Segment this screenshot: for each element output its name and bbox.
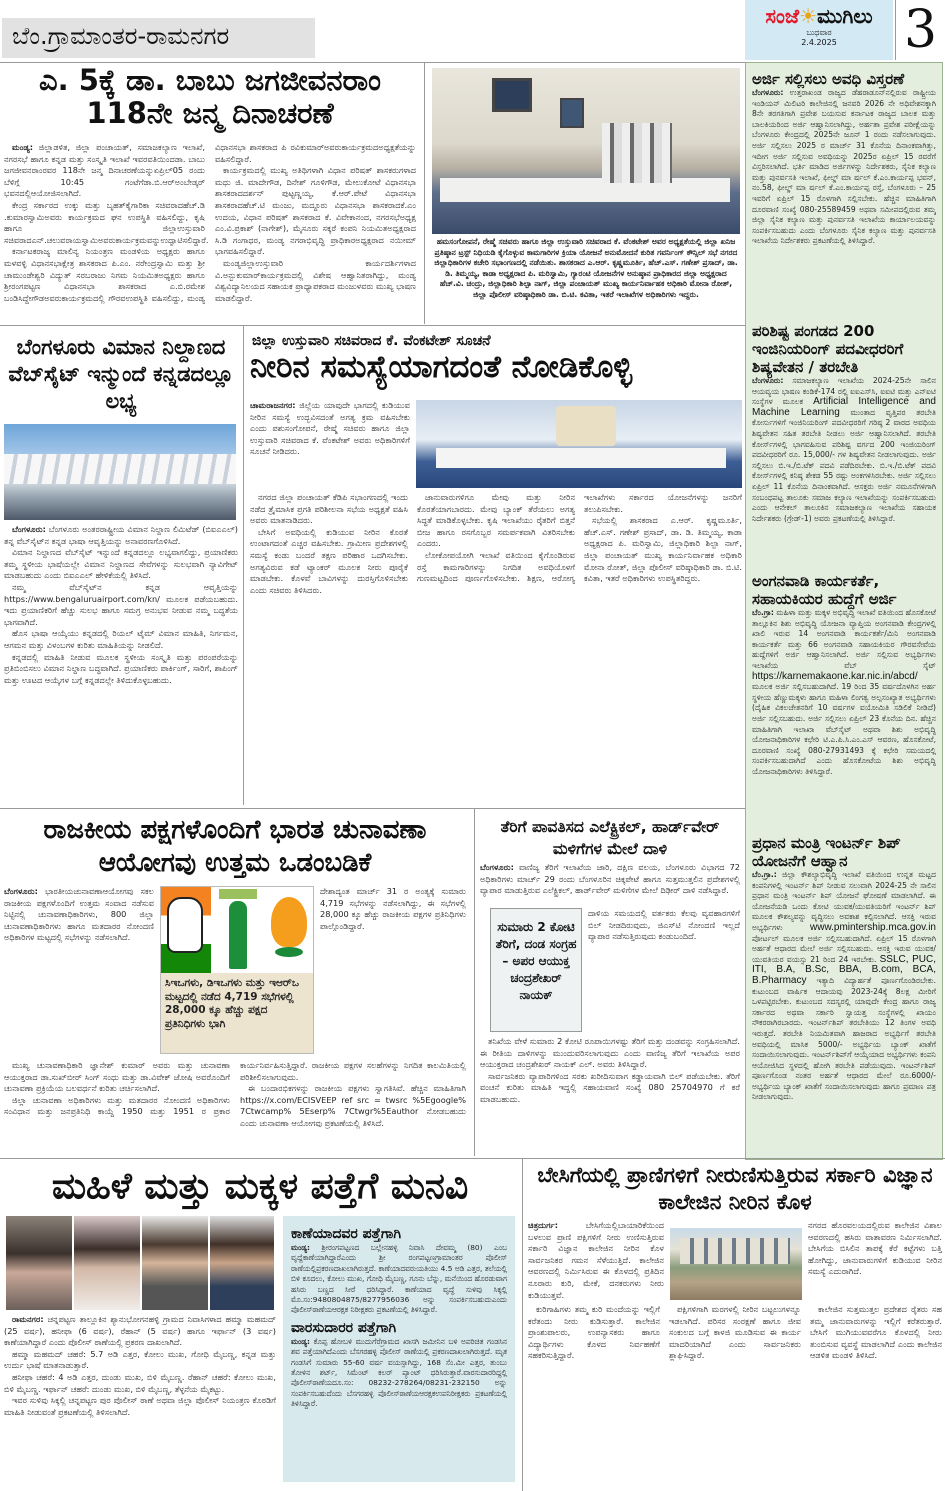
missing-notice-box (283, 1216, 515, 1482)
logo-text (745, 4, 893, 28)
paragraph-text: ಸಾರ್ವಜನಿಕರು ವ್ಯಾಪಾರಿಗಳಿಂದ ಸರಕು ಖರೀದಿಸುವಾಗ ಕಡ್ಡಾಯವಾಗಿ ಬಿಲ್ ಪಡೆಯಬೇಕು. ತೆರಿಗೆ ವಂಚನೆ ಕುರಿತು ಮಾಹಿತಿ ಇದ್ದಲ್ಲಿ ಸಹಾಯವಾಣಿ ಸಂಖ್ಯೆ 080 25704970 ಗೆ ಕರೆ ಮಾಡಬಹುದು. (480, 1070, 740, 1104)
party-symbols-graphic (160, 886, 314, 1054)
notice-body (752, 608, 936, 778)
paragraph (4, 1349, 276, 1372)
article-electrical-side: ದಾಳಿಯ ಸಮಯದಲ್ಲಿ ವರ್ತಕರು ಕೆಲವು ವ್ಯವಹಾರಗಳಿಗೆ ಬಿಲ್ ನೀಡದಿರುವುದು, ಜಿಎಸ್‌ಟಿ ನೋಂದಣಿ ಇಲ್ಲದೆ ವ್ಯಾಪಾರ ನಡೆಸುತ್ತಿರುವುದು ಕಂಡುಬಂದಿದೆ. (588, 908, 740, 942)
anganwadi-link[interactable]: https://karnemakaone.kar.nic.in/abcd/ (752, 670, 918, 682)
paragraph-text: ನಮ್ಮ ವೆಬ್‌ಸೈಟ್‌ನ ಕನ್ನಡ ಆವೃತ್ತಿಯನ್ನು https://www.bengaluruairport.com/kn/ ಮೂಲಕ ಪಡೆಯಬಹುದು. ಇದು ಪ್ರಯಾಣಿಕರಿಗೆ ಹೆಚ್ಚು ಸುಲಭ ಹಾಗೂ ಸಮಗ್ರ ಅನುಭವ ನೀಡುವ ನಮ್ಮ ಬದ್ಧತೆಯ ಭಾಗವಾಗಿದೆ. (4, 581, 238, 627)
divider (474, 808, 475, 1156)
sidebar-notices (745, 62, 943, 1160)
paragraph (240, 1083, 466, 1129)
article-electrical-lead (480, 862, 740, 906)
paragraph-text: ಈ ಬಂದಾರಭಿಕಗಳನ್ನು ರಾಜಕೀಯ ಪಕ್ಷಗಳು ಸ್ವಾಗತಿಸಿವೆ. ಹೆಚ್ಚಿನ ಮಾಹಿತಿಗಾಗಿ https://x.com/ECISVEEP ref src = twsrc %5Egoogle% 7Ctwcamp% 5Eserp% 7Ctwgr%5Eauthor ನೋಡಬಹುದು ಎಂದು ಚುನಾವಣಾ ಆಯೋಗವು ಪ್ರಕಟಣೆಯಲ್ಲಿ ತಿಳಿಸಿದೆ. (240, 1083, 466, 1128)
review-meeting-photo (416, 400, 742, 488)
paragraph-text: ಜಿಲ್ಲೆಯ ಯಾವುದೇ ಭಾಗದಲ್ಲಿ ಕುಡಿಯುವ ನೀರಿನ ಸಮಸ್ಯೆ ಉದ್ಭವಿಸದಂತೆ ಅಗತ್ಯ ಕ್ರಮ ವಹಿಸಬೇಕು ಎಂದು ಪಶುಸಂಗೋಪನೆ, ರೇಷ್ಮೆ ಸಚಿವರು ಹಾಗೂ ಜಿಲ್ಲಾ ಉಸ್ತುವಾರಿ ಸಚಿವರಾದ ಕೆ. ವೆಂಕಟೇಶ್ ಅವರು ಅಧಿಕಾರಿಗಳಿಗೆ ಸೂಚನೆ ನೀಡಿದರು. (250, 400, 410, 457)
paragraph (4, 1314, 276, 1349)
issue-day: ಬುಧವಾರ (806, 28, 832, 37)
notice-body (752, 88, 936, 247)
paragraph-text: ಮುಖ್ಯ ಚುನಾವಣಾಧಿಕಾರಿ ಜ್ಞಾನೇಶ್ ಕುಮಾರ್ ಅವರು ಮತ್ತು ಚುನಾವಣಾ ಆಯುಕ್ತರಾದ ಡಾ.ಸುಖ್‌ಬೀರ್ ಸಿಂಗ್ ಸಂಧು ಮತ್ತು ಡಾ.ವಿವೇಕ್ ಜೋಷಿ ಅವರೊಂದಿಗೆ ಚುನಾವಣಾ ಪ್ರಕ್ರಿಯೆಯ ಬಲವರ್ಧನೆ ಕುರಿತು ಚರ್ಚಿಸಲಾಗಿದೆ. (4, 1060, 230, 1094)
box-text-heirs (291, 1337, 507, 1410)
paragraph-text: ನಗರದ ಜಿಲ್ಲಾ ಪಂಚಾಯತ್ ಕೆಡಿಪಿ ಸಭಾಂಗಣದಲ್ಲಿ ಇಂದು ನಡೆದ ತ್ರೈಮಾಸಿಕ ಪ್ರಗತಿ ಪರಿಶೀಲನಾ ಸಭೆಯ ಅಧ್ಯಕ್ಷತೆ ವಹಿಸಿ ಅವರು ಮಾತನಾಡಿದರು. (250, 492, 408, 526)
paragraph (4, 199, 209, 246)
divider (522, 1158, 523, 1491)
paragraph (480, 1036, 740, 1071)
meeting-photo-caption: ಹಮಸಂಗೋಪನೆ, ರೇಷ್ಮೆ ಸಚಿವರು ಹಾಗೂ ಜಿಲ್ಲಾ ಉಸ್ತುವಾರಿ ಸಚಿವರಾದ ಕೆ. ವೆಂಕಟೇಶ್ ಅವರ ಅಧ್ಯಕ್ಷತೆಯಲ್ಲಿ ಜಿಲ್ಲಾ ಖನಿಜ ಪ್ರತಿಷ್ಠಾನ ಟ್ರಸ್ಟ್ ನಿಧಿಯಡಿ ಕೈಗೊಳ್ಳುವ ಕಾಮಗಾರಿಗಳ ಕ್ರಿಯಾ ಯೋಜನೆ ಅನುಮೋದನೆ ಕುರಿತ ಗವರ್ನಿಂಗ್ ಕೌನ್ಸಿಲ್ ಸಭೆ ನಗರದ ಜಿಲ್ಲಾಧಿಕಾರಿಗಳ ಕಚೇರಿ ಸಭಾಂಗಣದಲ್ಲಿ ನಡೆಯಿತು. ಶಾಸಕರಾದ ಎ.ಆರ್. ಕೃಷ್ಣಮೂರ್ತಿ, ಹೆಚ್.ಎಸ್. ಗಣೇಶ್ ಪ್ರಸಾದ್, ಡಾ. ಡಿ. ತಿಮ್ಮಯ್ಯ, ಕಾಡಾ ಅಧ್ಯಕ್ಷರಾದ ಪಿ. ಮರಿಸ್ವಾಮಿ, ಗ್ಯಾರಂಟಿ ಯೋಜನೆಗಳ ಅನುಷ್ಠಾನ ಪ್ರಾಧಿಕಾರದ ಜಿಲ್ಲಾ ಅಧ್ಯಕ್ಷರಾದ ಹೆಚ್.ವಿ. ಚಂದ್ರು, ಜಿಲ್ಲಾಧಿಕಾರಿ ಶಿಲ್ಪಾ ನಾಗ್, ಜಿಲ್ಲಾ ಪಂಚಾಯತ್ ಮುಖ್ಯ ಕಾರ್ಯನಿರ್ವಾಹಕ ಅಧಿಕಾರಿ ಮೋನಾ ರೋತ್, ಜಿಲ್ಲಾ ಪೊಲೀಸ್ ವರಿಷ್ಠಾಧಿಕಾರಿ ಡಾ. ಬಿ.ಟಿ. ಕವಿತಾ, ಇತರೆ ಇಲಾಖೆಗಳ ಅಧಿಕಾರಿಗಳು ಇದ್ದರು. (434, 237, 738, 299)
paragraph-text: ಇವರ ಸುಳಿವು ಸಿಕ್ಕಲ್ಲಿ ಚನ್ನಪಟ್ಟಣ ಪುರ ಪೊಲೀಸ್ ಠಾಣೆ ಅಥವಾ ಜಿಲ್ಲಾ ಪೊಲೀಸ್ ನಿಯಂತ್ರಣ ಕೊಠಡಿಗೆ ಮಾಹಿತಿ ನೀಡುವಂತೆ ಪ್ರಕಟಣೆಯಲ್ಲಿ ತಿಳಿಸಲಾಗಿದೆ. (4, 1395, 276, 1417)
paragraph-text: ಬೇಸಿಗೆ ಅವಧಿಯಲ್ಲಿ ಕುಡಿಯುವ ನೀರಿನ ಕೊರತೆ ಉಂಟಾಗದಂತೆ ಎಚ್ಚರ ವಹಿಸಬೇಕು. ಗ್ರಾಮೀಣ ಪ್ರದೇಶಗಳಲ್ಲಿ ಸಮಸ್ಯೆ ಕಂಡು ಬಂದರೆ ತಕ್ಷಣ ಪರಿಹಾರ ಒದಗಿಸಬೇಕು. ಅಗತ್ಯವಿರುವ ಕಡೆ ಟ್ಯಾಂಕರ್ ಮೂಲಕ ನೀರು ಪೂರೈಕೆ ಮಾಡಬೇಕು. ಕೊಳವೆ ಬಾವಿಗಳನ್ನು ದುರಸ್ತಿಗೊಳಿಸಬೇಕು ಎಂದು ಸಚಿವರು ತಿಳಿಸಿದರು. (250, 526, 408, 595)
paragraph-text: ಪಕ್ಷಿಗಳಿಗಾಗಿ ಮರಗಳಲ್ಲಿ ನೀರಿನ ಬಟ್ಟಲುಗಳನ್ನೂ ಇಡಲಾಗಿದೆ. ಪರಿಸರ ಸಂರಕ್ಷಣೆ ಹಾಗೂ ಜೀವ ಸಂಕುಲದ ಬಗ್ಗೆ ಕಾಳಜಿ ಮೂಡಿಸುವ ಈ ಕಾರ್ಯ ಮಾದರಿಯಾಗಿದೆ ಎಂದು ಸಾರ್ವಜನಿಕರು ಶ್ಲಾಘಿಸಿದ್ದಾರೆ. (669, 1304, 801, 1361)
divider (243, 325, 244, 805)
banner (556, 406, 616, 446)
headline-college: ಬೇಸಿಗೆಯಲ್ಲಿ ಪ್ರಾಣಿಗಳಿಗೆ ನೀರುಣಿಸುತ್ತಿರುವ ಸರ್ಕಾರಿ ವಿಜ್ಞಾನ ಕಾಲೇಜಿನ ನೀರಿನ ಕೊಳ (537, 1163, 933, 1214)
article-election-lead (4, 886, 154, 1056)
headline-election: ರಾಜಕೀಯ ಪಕ್ಷಗಳೊಂದಿಗೆ ಭಾರತ ಚುನಾವಣಾ ಆಯೋಗವು ಉತ್ತಮ ಒಡಂಬಡಿಕೆ (43, 815, 427, 878)
paragraph (480, 1071, 740, 1106)
notice-engineering-stipend (752, 319, 936, 569)
headline-electrical: ತೆರಿಗೆ ಪಾವತಿಸದ ಎಲೆಕ್ಟ್ರಿಕಲ್, ಹಾರ್ಡ್‌ವೇರ್ ಮಳಿಗೆಗಳ ಮೇಲೆ ದಾಳಿ (500, 818, 720, 858)
notice-pm-internship (752, 831, 936, 1151)
notice-headline: ಅರ್ಜಿ ಸಲ್ಲಿಸಲು ಅವಧಿ ವಿಸ್ತರಣೆ (752, 70, 905, 88)
eligible-degrees: SSLC, PUC, ITI, B.A, B.Sc, BBA, B.com, BCA, B.Pharmacy (752, 953, 936, 986)
paragraph-text: ಕೇಂದ್ರ ಸರ್ಕಾರದ ಉಕ್ಕು ಮತ್ತು ಬೃಹತ್‌ಕೈಗಾರಿಕಾ ಸಚಿವರಾದಹೆಚ್.ಡಿ .ಕುಮಾರಸ್ವಾಮಿಅವರು ಕಾರ್ಯಕ್ರಮದ ಘನ ಉಪಸ್ಥಿತಿ ವಹಿಸಲಿದ್ದು, ಕೃಷಿ ಹಾಗೂ ಜಿಲ್ಲಾಉಸ್ತುವಾರಿ ಸಚಿವರಾದಎನ್.ಚಲುವರಾಯಸ್ವಾಮಿಅವರುಕಾರ್ಯಕ್ರಮವನ್ನುಉದ್ಘಾಟಿಸಲಿದ್ದಾರೆ. (4, 199, 209, 245)
notice-text: ಪೋರ್ಟಲ್ ಮೂಲಕ ಅರ್ಜಿ ಸಲ್ಲಿಸಬಹುದಾಗಿದೆ. ಏಪ್ರಿಲ್ 15 ರೊಳಗಾಗಿ ಅರ್ಹತೆ ಆಧಾರದ ಮೇಲೆ ಅರ್ಜಿ ಸಲ್ಲಿಸಬಹುದು. ಆಸಕ್ತಿ ಇರುವ ಯುವಕ/ಯುವತಿಯರ ವಯಸ್ಸು 21 ರಿಂದ 24 ಇರಬೇಕು. (752, 933, 936, 964)
article-missing-body (4, 1314, 276, 1488)
hand-symbol-icon (161, 887, 211, 973)
masthead-logo (745, 0, 893, 60)
photo-woman (6, 1216, 72, 1310)
airport-photo (4, 424, 236, 520)
people-standing (602, 123, 672, 183)
divider (0, 325, 745, 326)
notice-headline: ಪ್ರಧಾನ ಮಂತ್ರಿ ಇಂಟರ್ನ್ ಶಿಪ್ ಯೋಜನೆಗೆ ಆಹ್ವಾನ (752, 834, 901, 870)
paragraph-text: ಹಮ್ಮಾ ಮಹಮದ್ ಚಹರೆ: 5.7 ಅಡಿ ಎತ್ತರ, ಕೋಲು ಮುಖ, ಗೋಧಿ ಮೈಬಣ್ಣ, ಕನ್ನಡ ಮತ್ತು ಉರ್ದು ಭಾಷೆ ಮಾತನಾಡುತ್ತಾರೆ. (4, 1348, 276, 1371)
paragraph-text: ಲೋಕೋಪಯೋಗಿ ಇಲಾಖೆ ವತಿಯಿಂದ ಕೈಗೊಂಡಿರುವ ರಸ್ತೆ ಕಾಮಗಾರಿಗಳನ್ನು ನಿಗದಿತ ಅವಧಿಯೊಳಗೆ ಗುಣಮಟ್ಟದಿಂದ ಪೂರ್ಣಗೊಳಿಸಬೇಕು. ಶಿಕ್ಷಣ, ಆರೋಗ್ಯ ಇಲಾಖೆಗಳು ಸರ್ಕಾರದ ಯೋಜನೆಗಳನ್ನು ಜನರಿಗೆ ತಲುಪಿಸಬೇಕು. (417, 492, 742, 584)
headline-airport: ಬೆಂಗಳೂರು ವಿಮಾನ ನಿಲ್ದಾಣದ ವೆಬ್‌ಸೈಟ್ ಇನ್ಮುಂದೆ ಕನ್ನಡದಲ್ಲೂ ಲಭ್ಯ (8, 335, 234, 413)
lotus-symbol-icon (265, 887, 313, 973)
missing-persons-photos (6, 1216, 274, 1310)
notice-military-college (752, 67, 936, 319)
dateline: ಮಂಡ್ಯ: (291, 1336, 310, 1346)
logo-part-1: ಸಂಜೆ (765, 4, 800, 28)
paragraph (4, 1395, 276, 1418)
paragraph (250, 492, 408, 527)
paragraph (4, 582, 238, 628)
article-college-body (528, 1304, 942, 1488)
notice-text: ಸಮಾಜಕಲ್ಯಾಣ ಇಲಾಖೆಯ 2024-25ನೇ ಸಾಲಿನ ಆಯವ್ಯಯ ಭಾಷಣ ಕಂಡಿಕೆ-174 ರಲ್ಲಿ ಐಐಎಸ್‌ಸಿ, ಐಐಟಿ ಮತ್ತು ಎನ್‌ಐಟಿ ಸಂಸ್ಥೆಗಳ ಮೂಲಕ (752, 376, 936, 407)
notice-text: ಶ್ರೀರಂಗಪಟ್ಟಣದ ಬಲ್ಲೇನಹಳ್ಳಿ ನಿವಾಸಿ ದೇವಮ್ಮ (80) ಎಂಬ ವೃದ್ದೆಕಾಣೆಯಾಗಿದ್ದಾರೆಎಂದು ಶ್ರೀ ರಂಗಪಟ್ಟಣಗ್ರಾಮಾಂತರ ಪೊಲೀಸ್ ಠಾಣೆಯಲ್ಲಿಪ್ರಕರಣದಾಖಲಾಗಿರುತ್ತದೆ. ಕಾಣೆಯಾದವರುಯತಿಯು 4.5 ಅಡಿ ಎತ್ತರ, ತಲೆಯಲ್ಲಿ ಬಿಳಿ ಕೂದಲು, ಕೋಲು ಮುಖ, ಗೋಧಿ ಮೈಬಣ್ಣ, ಗೂನು ಬೆನ್ನು, ಮನೆಯಿಂದ ಹೊರಡುವಾಗ ಹಸಿರು ಬಣ್ಣದ ಸೀರೆ ಧರಿಸಿದ್ದಾರೆ. ಕಾಣೆಯಾದ ವೃದ್ಧೆ ಸುಳಿವು ಸಿಕ್ಕಲ್ಲಿ ಮೊ.ಸಂ:9480804875/8277956036 ಅನ್ನು ಸಂಪರ್ಕಿಸಬಹುದುಎಂದು ಪೊಲೀಸ್‌ಠಾಣೆಯಆರಕ್ಷಕ ನಿರೀಕ್ಷಕರು ಪ್ರಕಟಣೆಯಲ್ಲಿ ತಿಳಿಸಿದ್ದಾರೆ. (291, 1243, 508, 1315)
paragraph-text: ಕಾಲೇಜಿನ ಸುತ್ತಮುತ್ತಲ ಪ್ರದೇಶದ ರೈತರು ಸಹ ತಮ್ಮ ಜಾನುವಾರುಗಳನ್ನು ಇಲ್ಲಿಗೆ ಕರೆತರುತ್ತಾರೆ. ಬೇಸಿಗೆ ಮುಗಿಯುವವರೆಗೂ ಕೊಳದಲ್ಲಿ ನೀರು ತುಂಬಿಸುವ ವ್ಯವಸ್ಥೆ ಮಾಡಲಾಗಿದೆ ಎಂದು ಕಾಲೇಜಿನ ಆಡಳಿತ ಮಂಡಳಿ ತಿಳಿಸಿದೆ. (810, 1304, 942, 1361)
paragraph (250, 527, 408, 597)
headline-jagjivan: ಎ. 5ಕ್ಕೆ ಡಾ. ಬಾಬು ಜಗಜೀವನರಾಂ 118ನೇ ಜನ್ಮ ದಿನಾಚರಣೆ (39, 63, 381, 131)
paragraph (810, 1304, 942, 1362)
dateline: ಬೆಂಗಳೂರು: (12, 524, 46, 534)
article-water-lead (250, 400, 410, 490)
paragraph-text: ಮಂಡ್ಯಜಿಲ್ಲಾಉಸ್ತುವಾರಿ ಕಾರ್ಯದರ್ಶಿಗಳಾದ ವಿ.ಅನ್ಬುಕುಮಾರ್‌ಕಾರ್ಯಕ್ರಮದಲ್ಲಿ ವಿಶೇಷ ಆಹ್ವಾನಿತರಾಗಿದ್ದು, ಮಂಡ್ಯ ವಿಶ್ವವಿದ್ಯಾನಿಲಯದ ಸಹಾಯಕ ಪ್ರಾಧ್ಯಾಪಕರಾದ ಮಂಜುಳವರು ಮುಖ್ಯ ಭಾಷಣ ಮಾಡಲಿದ್ದಾರೆ. (215, 257, 416, 303)
article-election-side: ದೇಶಾದ್ಯಂತ ಮಾರ್ಚ್ 31 ರ ಅಂತ್ಯಕ್ಕೆ ಸುಮಾರು 4,719 ಸಭೆಗಳನ್ನು ನಡೆಸಲಾಗಿದ್ದು, ಈ ಸಭೆಗಳಲ್ಲಿ 28,000 ಕ್ಕೂ ಹೆಚ್ಚು ರಾಜಕೀಯ ಪಕ್ಷಗಳ ಪ್ರತಿನಿಧಿಗಳು ಪಾಲ್ಗೊಂಡಿದ್ದಾರೆ. (320, 886, 466, 931)
paragraph (215, 165, 416, 258)
headline-missing: ಮಹಿಳೆ ಮತ್ತು ಮಕ್ಕಳ ಪತ್ತೆಗೆ ಮನವಿ (51, 1166, 469, 1207)
box-title-heirs: ವಾರಸುದಾರರ ಪತ್ತೆಗಾಗಿ (291, 1319, 397, 1336)
dateline: ಚಿತ್ರದುರ್ಗ: (528, 1220, 559, 1230)
logo-part-2: ಮುಗಿಲು (817, 4, 873, 28)
paragraph-text: ಬೇಸಿಗೆಯಲ್ಲಿಬಾಯಾರಿಕೆಯಿಂದ ಬಳಲುವ ಪ್ರಾಣಿ ಪಕ್ಷಿಗಳಿಗೆ ನೀರು ಉಣಿಸುತ್ತಿರುವ ಸರ್ಕಾರಿ ವಿಜ್ಞಾನ ಕಾಲೇಜಿನ ನೀರಿನ ಕೊಳ ಸಾರ್ವಜನಿಕರ ಗಮನ ಸೆಳೆಯುತ್ತಿದೆ. ಕಾಲೇಜಿನ ಆವರಣದಲ್ಲಿ ನಿರ್ಮಿಸಿರುವ ಈ ಕೊಳದಲ್ಲಿ ಪ್ರತಿದಿನ ನೂರಾರು ಕುರಿ, ಮೇಕೆ, ದನಕರುಗಳು ನೀರು ಕುಡಿಯುತ್ತವೆ. (528, 1220, 664, 1300)
graphic-caption: ಸಿಇಒಗಳು, ಡಿಇಒಗಳು ಮತ್ತು ಇಆರ್‌ಒ ಮಟ್ಟದಲ್ಲಿ ನಡೆದ 4,719 ಸಭೆಗಳಲ್ಲಿ 28,000 ಕ್ಕೂ ಹೆಚ್ಚು ಪಕ್ಷದ ಪ್ರತಿನಿಧಿಗಳು ಭಾಗಿ (165, 977, 299, 1030)
terminal-roof (4, 454, 236, 484)
internship-link[interactable]: www.pmintership.mca.gov.in (810, 921, 936, 933)
article-jagjivan-body (4, 142, 416, 322)
photo-boy-2 (210, 1216, 274, 1310)
paragraph-text: ಕಾರ್ಯಕ್ರಮದಲ್ಲಿ ಮುಖ್ಯ ಅತಿಥಿಗಳಾಗಿ ವಿಧಾನ ಪರಿಷತ್ ಶಾಸಕರುಗಳಾದ ಮಧು ಜಿ. ಮಾದೇಗೌಡ, ದಿನೇಶ್ ಗೂಳಿಗೌಡ, ಮೇಲುಕೋಟೆ ವಿಧಾನಸಭಾ ಶಾಸಕರಾದದರ್ಶನ್ ಪುಟ್ಟಣ್ಣಯ್ಯ, ಕೆ.ಆರ್.ಪೇಟೆ ವಿಧಾನಸಭಾ ಶಾಸಕರಾದಹೆಚ್.ಟಿ ಮಂಜು, ಮದ್ದೂರು ವಿಧಾನಸಭಾ ಶಾಸಕರಾದಕೆ.ಎಂ ಉದಯ, ವಿಧಾನ ಪರಿಷತ್ ಶಾಸಕರಾದ ಕೆ. ವಿವೇಕಾನಂದ, ನಗರಸಭೆಅಧ್ಯಕ್ಷ ಎಂ.ವಿ.ಪ್ರಕಾಶ್ (ನಾಗೇಶ್), ಮೈಸೂರು ಸಕ್ಕರೆ ಕಂಪನಿ ನಿಯಮಿತಅಧ್ಯಕ್ಷರಾದ ಸಿ.ಡಿ ಗಂಗಾಧರ, ಮಂಡ್ಯ ನಗರಾಭಿವೃದ್ಧಿ ಪ್ರಾಧಿಕಾರಅಧ್ಯಕ್ಷರಾದ ನಯೀಮ್ ಭಾಗವಹಿಸಲಿದ್ದಾರೆ. (215, 165, 416, 257)
notice-text: ಮಹಿಳಾ ಮತ್ತು ಮಕ್ಕಳ ಅಭಿವೃದ್ಧಿ ಇಲಾಖೆ ವತಿಯಿಂದ ಹೊಸಕೋಟೆ ತಾಲ್ಲೂಕಿನ ಶಿಶು ಅಭಿವೃದ್ಧಿ ಯೋಜನಾ ವ್ಯಾಪ್ತಿಯ ಅಂಗನವಾಡಿ ಕೇಂದ್ರಗಳಲ್ಲಿ ಖಾಲಿ ಇರುವ 14 ಅಂಗನವಾಡಿ ಕಾರ್ಯಕರ್ತೆ/ಮಿನಿ ಅಂಗನವಾಡಿ ಕಾರ್ಯಕರ್ತೆ ಮತ್ತು 66 ಅಂಗನವಾಡಿ ಸಹಾಯಕಿಯರ ಗೌರವಸೇವೆಯ ಹುದ್ದೆಗಳಿಗೆ ಅರ್ಜಿ ಆಹ್ವಾನಿಸಲಾಗಿದೆ. ಅರ್ಜಿ ಸಲ್ಲಿಸುವ ಅಭ್ಯರ್ಥಿಗಳು ಇಲಾಖೆಯ ವೆಬ್ ಸೈಟ್ (752, 608, 936, 670)
course-name: Artificial Intelligence and Machine Learning (752, 396, 936, 418)
paragraph (584, 515, 742, 585)
box-title-missing: ಕಾಣೆಯಾದವರ ಪತ್ತೆಗಾಗಿ (291, 1226, 401, 1242)
dateline: ಚಾಮರಾಜನಗರ: (250, 400, 296, 410)
photo-girl (74, 1216, 140, 1310)
headline-water: ನೀರಿನ ಸಮಸ್ಯೆಯಾಗದಂತೆ ನೋಡಿಕೊಳ್ಳಿ (250, 349, 633, 385)
notice-text: ಮೂಲಕ ಅರ್ಜಿ ಸಲ್ಲಿಸಬಹುದಾಗಿದೆ. 19 ರಿಂದ 35 ವರ್ಷದೊಳಗಿನ ಅರ್ಹ ಸ್ಥಳೀಯ ಹೆಣ್ಣುಮಕ್ಕಳು ಹಾಗೂ ಮಹಿಳಾ ಲಿಂಗತ್ವ ಅಲ್ಪಸಂಖ್ಯಾತ ಅಭ್ಯರ್ಥಿಗಳು (ದೈಹಿಕ ವಿಕಲಚೇತನರಿಗೆ 10 ವರ್ಷಗಳ ವಯೋಮಿತಿ ಸಡಿಲಿಕೆ ನೀಡಿದೆ) ಅರ್ಜಿ ಸಲ್ಲಿಸಬಹುದು. ಅರ್ಜಿ ಸಲ್ಲಿಸಲು ಏಪ್ರಿಲ್ 23 ಕೊನೆಯ ದಿನ. ಹೆಚ್ಚಿನ ಮಾಹಿತಿಗಾಗಿ ಇಲಾಖಾ ವೆಬ್‌ಸೈಟ್ ಅಥವಾ ಶಿಶು ಅಭಿವೃದ್ಧಿ ಯೋಜನಾಧಿಕಾರಿಗಳ ಕಛೇರಿ ಟಿ.ಎ.ಪಿ.ಸಿ.ಎಂ.ಎಸ್ ಆವರಣ, ಹೊಸಕೋಟೆ, ದೂರವಾಣಿ ಸಂಖ್ಯೆ 080-27931493 ಕ್ಕೆ ಕಛೇರಿ ಸಮಯದಲ್ಲಿ ಸಂಪರ್ಕಿಸಬಹುದಾಗಿದೆ ಎಂದು ಹೊಸಕೋಟೆಯ ಶಿಶು ಅಭಿವೃದ್ಧಿ ಯೋಜನಾಧಿಕಾರಿಗಳು ತಿಳಿಸಿದ್ದಾರೆ. (752, 682, 936, 776)
divider (424, 62, 425, 324)
paragraph (4, 1060, 230, 1095)
wall-frame (492, 78, 532, 112)
dateline: ರಾಮನಗರ: (12, 1314, 44, 1324)
notice-text: ಮುಂತಾದ ವೃತ್ತಿಪರ ತರಬೇತಿ ಕೋರ್ಸುಗಳಿಗೆ ಇಂಜಿನಿಯರಿಂಗ್ ಪದವೀಧರರಿಗೆ ಗರಿಷ್ಠ 2 ವಾರದ ಅವಧಿಯ ಶಿಷ್ಯವೇತನ ಸಹಿತ ತರಬೇತಿ ನೀಡಲು ಅರ್ಜಿ ಆಹ್ವಾನಿಸಲಾಗಿದೆ. ತರಬೇತಿ ಕೋರ್ಸ್‌ಗಳಲ್ಲಿ ಭಾಗವಹಿಸುವ ಪರಿಶಿಷ್ಟ ವರ್ಗದ 200 ಇಂಜಿಯರಿಂಗ್ ಪದವೀಧರರಿಗೆ ರೂ. 15,000/- ಗಳ ಶಿಷ್ಯವೇತನ ನೀಡಲಾಗುವುದು. ಅರ್ಜಿ ಸಲ್ಲಿಸಲು ಬಿ.ಇ./ಬಿ.ಟೆಕ್ ಪದವಿ ಪಡೆದಿರಬೇಕು. ಬಿ.ಇ./ಬಿ.ಟೆಕ್ ಪದವಿ ಕೋರ್ಸ್‌ಗಳಲ್ಲಿ ಕನಿಷ್ಠ ಶೇಕಡ 55 ರಷ್ಟು ಅಂಕಗಳಿಸಿರಬೇಕು. ಅರ್ಜಿ ಸಲ್ಲಿಸಲು ಏಪ್ರಿಲ್ 11 ಕೊನೆಯ ದಿನಾಂಕವಾಗಿದೆ. ಆಸಕ್ತರು ಅರ್ಜಿ ನಮೂನೆಗಳಿಗಾಗಿ ಸಂಬಂಧಪಟ್ಟ ತಾಲೂಕು ಸಮಾಜ ಕಲ್ಯಾಣ ಇಲಾಖೆಯನ್ನು ಸಂಪರ್ಕಿಸಬಹುದು ಎಂದು ಆನೇಕಲ್ ತಾಲೂಕಿನ ಸಮಾಜಕಲ್ಯಾಣ ಇಲಾಖೆಯ ಸಹಾಯಕ ನಿರ್ದೇಶಕರು (ಗ್ರೇಡ್-1) ಅವರು ಪ್ರಕಟಣೆಯಲ್ಲಿ ತಿಳಿಸಿದ್ದಾರೆ. (752, 407, 936, 523)
paragraph-text: ಕನ್ನಡದಲ್ಲಿ ಮಾಹಿತಿ ನೀಡುವ ಮೂಲಕ ಸ್ಥಳೀಯ ಸಂಸ್ಕೃತಿ ಮತ್ತು ಪರಂಪರೆಯನ್ನು ಪ್ರತಿಬಿಂಬಿಸಲು ವಿಮಾನ ನಿಲ್ದಾಣ ಬದ್ಧವಾಗಿದೆ. ಪ್ರಯಾಣಿಕರು ಪಾರ್ಕಿಂಗ್, ಸಾರಿಗೆ, ಶಾಪಿಂಗ್ ಮತ್ತು ಊಟದ ಆಯ್ಕೆಗಳ ಬಗ್ಗೆ ಕನ್ನಡದಲ್ಲೇ ತಿಳಿದುಕೊಳ್ಳಬಹುದು. (4, 651, 238, 685)
paragraph-text: ಕುರಿಗಾಹಿಗಳು ತಮ್ಮ ಕುರಿ ಮಂದೆಯನ್ನು ಇಲ್ಲಿಗೆ ಕರೆತಂದು ನೀರು ಕುಡಿಸುತ್ತಾರೆ. ಕಾಲೇಜಿನ ಪ್ರಾಂಶುಪಾಲರು, ಉಪನ್ಯಾಸಕರು ಹಾಗೂ ವಿದ್ಯಾರ್ಥಿಗಳು ಕೊಳದ ನಿರ್ವಹಣೆಗೆ ಸಹಕರಿಸುತ್ತಿದ್ದಾರೆ. (528, 1304, 660, 1361)
meeting-photo (432, 68, 740, 234)
dateline: ಬೆಂಗಳೂರು: (480, 862, 514, 872)
dateline: ಮಂಡ್ಯ: (291, 1243, 310, 1252)
paragraph-text: ಜಾನುವಾರುಗಳಿಗೂ ಮೇವು ಮತ್ತು ನೀರಿನ ಕೊರತೆಯಾಗಬಾರದು. ಮೇವು ಬ್ಯಾಂಕ್ ತೆರೆಯಲು ಅಗತ್ಯ ಸಿದ್ಧತೆ ಮಾಡಿಕೊಳ್ಳಬೇಕು. ಕೃಷಿ ಇಲಾಖೆಯು ರೈತರಿಗೆ ಬಿತ್ತನೆ ಬೀಜ ಹಾಗೂ ರಸಗೊಬ್ಬರ ಸಮರ್ಪಕವಾಗಿ ವಿತರಿಸಬೇಕು ಎಂದರು. (417, 492, 575, 549)
issue-date: 2.4.2025 (801, 38, 837, 47)
paragraph (4, 628, 238, 651)
paragraph-text: ಭಾರತೀಯಚುನಾವಣಾಆಯೋಗವು ಸಕಲ ರಾಜಕೀಯ ಪಕ್ಷಗಳೊಂದಿಗೆ ಉತ್ತಮ ಸಂವಾದ ನಡೆಸುವ ನಿಟ್ಟಿನಲ್ಲಿ ಚುನಾವಣಾಧಿಕಾರಿಗಳು, 800 ಜಿಲ್ಲಾ ಚುನಾವಣಾಧಿಕಾರಿಗಳು ಹಾಗೂ ಮತದಾರರ ನೋಂದಣಿ ಅಧಿಕಾರಿಗಳ ಮಟ್ಟದಲ್ಲಿ ಸಭೆಗಳನ್ನು ನಡೆಸಲಾಗಿದೆ. (4, 886, 154, 943)
paragraph-text: ಹನೀಫಾ ಚಹರೆ: 4 ಅಡಿ ಎತ್ತರ, ದುಂಡು ಮುಖ, ಬಿಳಿ ಮೈಬಣ್ಣ. ರೆಹಾನ್ ಚಹರೆ: ಕೋಲು ಮುಖ, ಬಿಳಿ ಮೈಬಣ್ಣ. ಇರ್ಫಾನ್ ಚಹರೆ: ದುಂಡು ಮುಖ, ಬಿಳಿ ಮೈಬಣ್ಣ, ತೆಳ್ಳನೆಯ ಮೈಕಟ್ಟು. (4, 1371, 276, 1394)
paragraph (4, 142, 205, 200)
photo-boy-1 (142, 1216, 208, 1310)
college-building (680, 1238, 790, 1264)
paragraph-text: ಜಿಲ್ಲಾ ಚುನಾವಣಾ ಅಧಿಕಾರಿಗಳು ಮತ್ತು ಮತದಾರರ ನೋಂದಣಿ ಅಧಿಕಾರಿಗಳು ಸಂವಿಧಾನ ಮತ್ತು ಜನಪ್ರತಿನಿಧಿ ಕಾಯ್ದೆ 1950 ಮತ್ತು 1951 ರ ಪ್ರಕಾರ ಕಾರ್ಯನಿರ್ವಹಿಸುತ್ತಿದ್ದಾರೆ. ರಾಜಕೀಯ ಪಕ್ಷಗಳ ಸಲಹೆಗಳನ್ನು ನಿಗದಿತ ಕಾಲಮಿತಿಯಲ್ಲಿ ಪರಿಶೀಲಿಸಲಾಗುವುದು. (4, 1060, 466, 1117)
conference-table (440, 178, 730, 202)
paragraph-text: ವಾಣಿಜ್ಯ ತೆರಿಗೆ ಇಲಾಖೆಯ ಜಾರಿ, ದಕ್ಷಿಣ ವಲಯ, ಬೆಂಗಳೂರು ವಿಭಾಗದ 72 ಅಧಿಕಾರಿಗಳು ಮಾರ್ಚ್ 29 ರಂದು ಬೆಂಗಳೂರಿನ ಚಿಕ್ಕಪೇಟೆ ಹಾಗೂ ಸುತ್ತಮುತ್ತಲಿನ ಪ್ರದೇಶಗಳಲ್ಲಿ ವ್ಯಾಪಾರ ಮಾಡುತ್ತಿರುವ ಎಲೆಕ್ಟ್ರಿಕಲ್, ಹಾರ್ಡ್‌ವೇರ್ ಮಳಿಗೆಗಳ ಮೇಲೆ ದಿಢೀರ್ ದಾಳಿ ನಡೆಸಿದ್ದಾರೆ. (480, 862, 740, 896)
paragraph-text: ತನಿಖೆಯ ವೇಳೆ ಸುಮಾರು 2 ಕೋಟಿ ರೂಪಾಯಿಗಳಷ್ಟು ತೆರಿಗೆ ಮತ್ತು ದಂಡವನ್ನು ಸಂಗ್ರಹಿಸಲಾಗಿದೆ. ಈ ರೀತಿಯ ದಾಳಿಗಳನ್ನು ಮುಂದುವರಿಸಲಾಗುವುದು ಎಂದು ವಾಣಿಜ್ಯ ತೆರಿಗೆ ಇಲಾಖೆಯ ಅಪರ ಆಯುಕ್ತರಾದ ಚಂದ್ರಶೇಖರ್ ನಾಯಕ್ ಎಲ್. ಅವರು ತಿಳಿಸಿದ್ದಾರೆ. (480, 1036, 740, 1070)
paragraph-text: ವಿಮಾನ ನಿಲ್ದಾಣದ ವೆಬ್‌ಸೈಟ್ ಇನ್ನುಂದೆ ಕನ್ನಡದಲ್ಲೂ ಲಭ್ಯವಾಗಲಿದ್ದು, ಪ್ರಯಾಣಿಕರು ತಮ್ಮ ಸ್ಥಳೀಯ ಭಾಷೆಯಲ್ಲೇ ವಿಮಾನ ನಿಲ್ದಾಣದ ಸೇವೆಗಳನ್ನು ಸುಲಭವಾಗಿ ನ್ಯಾವಿಗೇಟ್ ಮಾಡಬಹುದು ಎಂದು ಬಿಐಎಎಲ್ ಹೇಳಿಕೆಯಲ್ಲಿ ತಿಳಿಸಿದೆ. (4, 547, 238, 581)
paragraph-text: ಹೊಸ ಭಾಷಾ ಆಯ್ಕೆಯು ಕನ್ನಡದಲ್ಲಿ ರಿಯಲ್ ಟೈಮ್ ವಿಮಾನ ಮಾಹಿತಿ, ನಿರ್ಗಮನ, ಆಗಮನ ಮತ್ತು ವಿಳಂಬಗಳ ಕುರಿತು ಮಾಹಿತಿಯನ್ನು ನೀಡಲಿದೆ. (4, 628, 238, 650)
notice-headline: ಪರಿಶಿಷ್ಟ ಪಂಗಡದ 200 ಇಂಜಿನಿಯರಿಂಗ್ ಪದವೀಧರರಿಗೆ ಶಿಷ್ಯವೇತನ / ತರಬೇತಿ (752, 322, 904, 376)
notice-text: ಉತ್ತರಾಖಂಡ ರಾಜ್ಯದ ಡೆಹರಾಡೂನ್‌ನಲ್ಲಿರುವ ರಾಷ್ಟ್ರೀಯ ಇಂಡಿಯನ್ ಮಿಲಿಟರಿ ಕಾಲೇಜಿನಲ್ಲಿ ಜನವರಿ 2026 ನೇ ಅಧಿವೇಶನಕ್ಕಾಗಿ 8ನೇ ತರಗತಿಗಾಗಿ ಪ್ರವೇಶ ಬಯಸುವ ಕರ್ನಾಟಕ ರಾಜ್ಯದ ಬಾಲಕ ಮತ್ತು ಬಾಲಕಿಯರಿಂದ ಅರ್ಜಿ ಆಹ್ವಾನಿಸಲಾಗಿದ್ದು, ಅರ್ಹತಾ ಪ್ರವೇಶ ಪರೀಕ್ಷೆಯನ್ನು ಬೆಂಗಳೂರು ಕೇಂದ್ರದಲ್ಲಿ 2025ನೇ ಜೂನ್ 1 ರಂದು ನಡೆಸಲಾಗುವುದು. ಅರ್ಜಿ ಸಲ್ಲಿಸಲು 2025 ರ ಮಾರ್ಚ್ 31 ಕೊನೆಯ ದಿನಾಂಕವಾಗಿತ್ತು, ಇದೀಗ ಅರ್ಜಿ ಸಲ್ಲಿಸುವ ಅವಧಿಯನ್ನು 2025ರ ಏಪ್ರಿಲ್ 15 ರವರೆಗೆ ವಿಸ್ತರಿಸಲಾಗಿದೆ. ಭರ್ತಿ ಮಾಡಿದ ಅರ್ಜಿಗಳನ್ನು ನಿರ್ದೇಶಕರು, ಸೈನಿಕ ಕಲ್ಯಾಣ ಮತ್ತು ಪುನರ್ವಸತಿ ಇಲಾಖೆ, ಫೀಲ್ಡ್ ಮಾ ರ್ಷಲ್ ಕೆ.ಎಂ.ಕಾರ್ಯಪ್ಪ ಭವನ್, ನಂ.58, ಫೀಲ್ಡ್ ಮಾ ರ್ಷಲ್ ಕೆ.ಎಂ.ಕಾರ್ಯಪ್ಪ ರಸ್ತೆ, ಬೆಂಗಳೂರು – 25 ಇವರಿಗೆ ಏಪ್ರಿಲ್ 15 ರೊಳಗಾಗಿ ಸಲ್ಲಿಸಬೇಕು. ಹೆಚ್ಚಿನ ಮಾಹಿತಿಗಾಗಿ ದೂರವಾಣಿ ಸಂಖ್ಯೆ 080-25589459 ಅಥವಾ ಸಮೀಪದಲ್ಲಿರುವ ತಮ್ಮ ಜಿಲ್ಲಾ ಸೈನಿಕ ಕಲ್ಯಾಣ ಮತ್ತು ಪುನರ್ವಸತಿ ಇಲಾಖೆಯ ಕಾರ್ಯಾಲಯವನ್ನು ಸಂಪರ್ಕಿಸಬಹುದು ಎಂದು ಬೆಂಗಳೂರು ಸೈನಿಕ ಕಲ್ಯಾಣ ಮತ್ತು ಪುನರ್ವಸತಿ ಇಲಾಖೆಯ ನಿರ್ದೇಶಕರು ಪ್ರಕಟಣೆಯಲ್ಲಿ ತಿಳಿಸಿದ್ದಾರೆ. (752, 88, 936, 246)
article-water-body (250, 492, 742, 802)
notice-anganwadi (752, 569, 936, 831)
paragraph-text: ಬೆಂಗಳೂರು ಅಂತರರಾಷ್ಟ್ರೀಯ ವಿಮಾನ ನಿಲ್ದಾಣ ಲಿಮಿಟೆಡ್ (ಬಿಐಎಎಲ್) ತನ್ನ ವೆಬ್‌ಸೈಟ್‌ನ ಕನ್ನಡ ಭಾಷಾ ಆವೃತ್ತಿಯನ್ನು ಅನಾವರಣಗೊಳಿಸಿದೆ. (4, 524, 238, 546)
dateline: ಬೆಂಗಳೂರು: (752, 376, 784, 385)
paragraph-text: ಜಿಲ್ಲಾಡಳಿತ, ಜಿಲ್ಲಾ ಪಂಚಾಯತ್, ಸಮಾಜಕಲ್ಯಾಣ ಇಲಾಖೆ, ನಗರಸಭೆ ಹಾಗೂ ಕನ್ನಡ ಮತ್ತು ಸಂಸ್ಕೃತಿ ಇಲಾಖೆ ಇವರವತಿಯಿಂದಡಾ. ಬಾಬು ಜಗಜೀವನರಾಂರವರ 118ನೇ ಜನ್ಮ ದಿನಾಚರಣೆಯನ್ನುಏಪ್ರಿಲ್05 ರಂದು ಬೆಳಿಗ್ಗೆ 10:45 ಗಂಟೆಗೆಡಾ.ಬಿ.ಆರ್‌ಅಂಬೇಡ್ಕರ್ ಭವನದಲ್ಲಿಆಯೋಜಿಸಲಾಗಿದೆ. (4, 142, 205, 199)
notice-body (752, 870, 936, 1103)
divider (0, 1158, 945, 1159)
article-election-body (4, 1060, 466, 1152)
divider (0, 808, 745, 809)
paragraph (417, 492, 575, 550)
article-college-lead (528, 1220, 664, 1302)
box-text-missing (291, 1243, 507, 1316)
article-airport-body (4, 524, 238, 802)
paragraph-text: ಸಭೆಯಲ್ಲಿ ಶಾಸಕರಾದ ಎ.ಆರ್. ಕೃಷ್ಣಮೂರ್ತಿ, ಹೆಚ್.ಎಸ್. ಗಣೇಶ್ ಪ್ರಸಾದ್, ಡಾ. ಡಿ. ತಿಮ್ಮಯ್ಯ, ಕಾಡಾ ಅಧ್ಯಕ್ಷರಾದ ಪಿ. ಮರಿಸ್ವಾಮಿ, ಜಿಲ್ಲಾಧಿಕಾರಿ ಶಿಲ್ಪಾ ನಾಗ್, ಜಿಲ್ಲಾ ಪಂಚಾಯತ್ ಮುಖ್ಯ ಕಾರ್ಯನಿರ್ವಾಹಕ ಅಧಿಕಾರಿ ಮೋನಾ ರೋತ್, ಜಿಲ್ಲಾ ಪೊಲೀಸ್ ವರಿಷ್ಠಾಧಿಕಾರಿ ಡಾ. ಬಿ.ಟಿ. ಕವಿತಾ, ಇತರೆ ಅಧಿಕಾರಿಗಳು ಉಪಸ್ಥಿತರಿದ್ದರು. (584, 515, 742, 584)
section-title: ಬೆಂ.ಗ್ರಾಮಾಂತರ-ರಾಮನಗರ (2, 18, 315, 58)
notice-text: ಇತ್ಯಾದಿ ವಿದ್ಯಾರ್ಹತೆ ಪೂರ್ಣಗೊಂಡಿರಬೇಕು. ಕುಟುಂಬದ ವಾರ್ಷಿಕ ಆದಾಯವು 2023-24ಕ್ಕೆ 8ಲಕ್ಷ ಮೀರಿಗೆ ಒಳಪಟ್ಟಿರಬೇಕು. ಕುಟುಂಬದ ಸದಸ್ಯರಲ್ಲಿ ಯಾವುದೇ ಕೇಂದ್ರ ಹಾಗೂ ರಾಜ್ಯ ಸರ್ಕಾರದ ಅಥವಾ ಸರ್ಕಾರಿ ಸ್ವಾಯತ್ತ ಸಂಸ್ಥೆಗಳಲ್ಲಿ ಖಾಯಂ ನೌಕರರಾಗಿರಬಾರದು. ಇಂಟರ್ನ್‌ಶಿಪ್ ತರಬೇತಿಯು 12 ತಿಂಗಳ ಅವಧಿ ಇರುತ್ತದೆ. ತರಬೇತಿ ನಿಯಮಿತವಾಗಿ ಹಾಜರಾದ ಅಭ್ಯರ್ಥಿಗೆ ತರಬೇತಿ ಅವಧಿಯಲ್ಲಿ ಮಾಸಿಕ 5000/- ಅಭ್ಯರ್ಥಿಯ ಬ್ಯಾಂಕ್ ಖಾತೆಗೆ ಸಂದಾಯಿಸಲಾಗುವುದು. ಇಂಟರ್ನ್‌ಶಿಪ್‌ಗೆ ಆಯ್ಕೆಯಾದ ಅಭ್ಯರ್ಥಿಗಳು ಕಂಪನಿ ಆಯೋಜಿಸಿದ ಸ್ಥಳದಲ್ಲಿ ಹೋಗಿ ತರಬೇತಿ ಪಡೆಯುವುದು. ಇಂಟರ್ನ್‌ಶಿಪ್ ಪೂರ್ಣಗೊಂಡ ನಂತರ ಅರ್ಹತೆ ಆಧಾರದ ಮೇಲೆ ರೂ.6000/- ಅಭ್ಯರ್ಥಿಯ ಬ್ಯಾಂಕ್ ಖಾತೆಗೆ ಸಂದಾಯಿಸಲಾಗುವುದು ಹಾಗೂ ಪ್ರಮಾಣ ಪತ್ರ ನೀಡಲಾಗುವುದು. (752, 975, 936, 1102)
paragraph-text: ಚನ್ನಪಟ್ಟಣ ತಾಲ್ಲೂಕಿನ ಶ್ಯಾನುಭೋಗನಹಳ್ಳಿ ಗ್ರಾಮದ ನಿವಾಸಿಗಳಾದ ಹಮ್ಮಾ ಮಹಮದ್ (25 ವರ್ಷ), ಹನೀಫಾ (6 ವರ್ಷ), ರೆಹಾನ್ (5 ವರ್ಷ) ಹಾಗೂ ಇರ್ಫಾನ್ (3 ವರ್ಷ) ಕಾಣೆಯಾಗಿದ್ದಾರೆ ಎಂದು ಪೊಲೀಸ್ ಠಾಣೆಯಲ್ಲಿ ಪ್ರಕರಣ ದಾಖಲಾಗಿದೆ. (4, 1314, 276, 1348)
paragraph (4, 524, 238, 547)
college-pond-photo (670, 1228, 802, 1300)
paragraph (215, 258, 416, 304)
paragraph-text: ಕರ್ನಾಟಕರಾಜ್ಯ ಮಾಲಿನ್ಯ ನಿಯಂತ್ರಣ ಮಂಡಳಿಯ ಅಧ್ಯಕ್ಷರು ಹಾಗೂ ಮಳವಳ್ಳಿ ವಿಧಾನಸಭಾಕ್ಷೇತ್ರ ಶಾಸಕರಾದ ಪಿ.ಎಂ. ನರೇಂದ್ರಸ್ವಾಮಿ ಮತ್ತು ಶ್ರೀ ಚಾಮುಂಡೇಶ್ವರಿ ವಿದ್ಯುತ್ ಸರಬರಾಜು ನಿಗಮ ನಿಯಮಿತಅಧ್ಯಕ್ಷರು ಹಾಗೂ ಶ್ರೀರಂಗಪಟ್ಟಣ ವಿಧಾನಸಭಾ ಶಾಸಕರಾದ ಎ.ಬಿ.ರಮೇಶ ಬಂಡಿಸಿದ್ದೇಗೌಡಅವರುಕಾರ್ಯಕ್ರಮದಲ್ಲಿ ಗೌರವಉಪಸ್ಥಿತಿ ವಹಿಸಲಿದ್ದು, ಮಂಡ್ಯ ವಿಧಾನಸಭಾ ಶಾಸಕರಾದ ಪಿ ರವಿಕುಮಾರ್‌ಅವರುಕಾರ್ಯಕ್ರಮದಅಧ್ಯಕ್ಷತೆಯನ್ನು ವಹಿಸಲಿದ್ದಾರೆ. (4, 142, 416, 303)
dateline: ಬೆಂಗಳೂರು: (4, 886, 38, 896)
paragraph (4, 652, 238, 687)
page-number: 3 (895, 0, 945, 60)
dateline: ಬೆಂಗಳೂರು: (752, 88, 784, 97)
notice-headline: ಅಂಗನವಾಡಿ ಕಾರ್ಯಕರ್ತೆ, ಸಹಾಯಕಿಯರ ಹುದ್ದೆಗೆ ಅರ್ಜಿ (752, 572, 897, 608)
wall-frame (560, 98, 584, 128)
article-electrical-body (480, 1036, 740, 1154)
paragraph (4, 1372, 276, 1395)
paragraph (528, 1304, 660, 1362)
article-college-side: ನಗರದ ಹೊರವಲಯದಲ್ಲಿರುವ ಕಾಲೇಜಿನ ವಿಶಾಲ ಆವರಣದಲ್ಲಿ ಹಸಿರು ವಾತಾವರಣ ನಿರ್ಮಿಸಲಾಗಿದೆ. ಬೇಸಿಗೆಯ ಬಿಸಿಲಿನ ತಾಪಕ್ಕೆ ಕೆರೆ ಕಟ್ಟೆಗಳು ಬತ್ತಿ ಹೋಗಿದ್ದು, ಜಾನುವಾರುಗಳಿಗೆ ಕುಡಿಯುವ ನೀರಿನ ಸಮಸ್ಯೆ ಎದುರಾಗಿದೆ. (808, 1220, 942, 1277)
dateline: ಬೆಂ.ಗ್ರಾ: (752, 608, 774, 617)
paragraph (4, 547, 238, 582)
dais-table (436, 448, 726, 468)
farmer-woman-symbol-icon (211, 887, 265, 973)
sun-palm-icon: ☀ (799, 4, 818, 28)
notice-text: ಜಿಲ್ಲಾ ಕೌಶಲ್ಯಾಭಿವೃದ್ಧಿ ಇಲಾಖೆ ವತಿಯಿಂದ ಉನ್ನತ ಮಟ್ಟದ ಕಂಪನಿಗಳಲ್ಲಿ ಇಂಟರ್ನ್ ಶಿಪ್ ನೀಡುವ ಸಲುವಾಗಿ 2024-25 ನೇ ಸಾಲಿನ ಪ್ರಧಾನ ಮಂತ್ರಿ ಇಂಟರ್ನ್ ಶಿಪ್ ಯೋಜನೆ ಘೋಷಣೆ ಮಾಡಲಾಗಿದೆ. ಈ ಯೋಜನೆಯಡಿ ಒಂದು ಕೋಟಿ ಯುವಕ/ಯುವತಿಯರಿಗೆ ಇಂಟರ್ನ್ ಶಿಪ್ ಮೂಲಕ ಕೌಶಲ್ಯವನ್ನು ವೃದ್ಧಿಸಲು ಅವಕಾಶ ಕಲ್ಪಿಸಲಾಗಿದೆ. ಆಸಕ್ತಿ ಇರುವ ಅಭ್ಯರ್ಥಿಗಳು (752, 870, 936, 932)
electrical-inset-quote: ಸುಮಾರು 2 ಕೋಟಿ ತೆರಿಗೆ, ದಂಡ ಸಂಗ್ರಹ – ಅಪರ ಆಯುಕ್ತ ಚಂದ್ರಶೇಖರ್ ನಾಯಕ್ (490, 908, 582, 1032)
kicker-water: ಜಿಲ್ಲಾ ಉಸ್ತುವಾರಿ ಸಚಿವರಾದ ಕೆ. ವೆಂಕಟೇಶ್ ಸೂಚನೆ (252, 333, 491, 349)
notice-text: ಕೊಪ್ಪ ಹೋಬಳಿ ಮುದುಗೆರೆಗ್ರಾಮದ ಖಾಸಗಿ ಜಮೀನಿನ ಬಳಿ ಅಪರಿಚಿತ ಗಂಡಸಿನ ಶವ ಪತ್ತೆಯಾಗಿದೆಎಂದು ಬೆಸಗರಹಳ್ಳಿ ಪೊಲೀಸ್ ಠಾಣೆಯಲ್ಲಿ ಪ್ರಕರಣದಾಖಲಾಗಿರುತ್ತದೆ. ಮೃತ ಗಂಡಸಿಗೆ ಸುಮಾರು 55-60 ವರ್ಷ ವಯಸ್ಸಾಗಿದ್ದು, 168 ಸೆಂ.ಮೀ ಎತ್ತರ, ತುಂಬು ತೋಳಿನ ಶರ್ಟ್, ಸಿಮೆಂಟ್ ಕಲರ್ ಪ್ಯಾಂಟ್ ಧರಿಸಿರುತ್ತಾರೆ.ವಾರಸುದಾರರಿದ್ದಲ್ಲಿ ಪೊಲೀಸ್‌ಠಾಣೆಯದೂ.ಸಂ: 08232-278264/08231-232150 ಅನ್ನು ಸಂಪರ್ಕಿಸಬಹುದೆಂದು ಬೆಸಗರಹಳ್ಳಿ ಪೊಲೀಸ್‌ಠಾಣೆಯಆರಕ್ಷಕಉಪನಿರೀಕ್ಷಕರು ಪ್ರಕಟಣೆಯಲ್ಲಿ ತಿಳಿಸಿದ್ದಾರೆ. (291, 1336, 507, 1409)
dateline: ಬೆಂ.ಗ್ರಾ.: (752, 870, 777, 879)
dateline: ಮಂಡ್ಯ: (12, 142, 34, 152)
notice-body (752, 376, 936, 524)
paragraph (669, 1304, 801, 1362)
